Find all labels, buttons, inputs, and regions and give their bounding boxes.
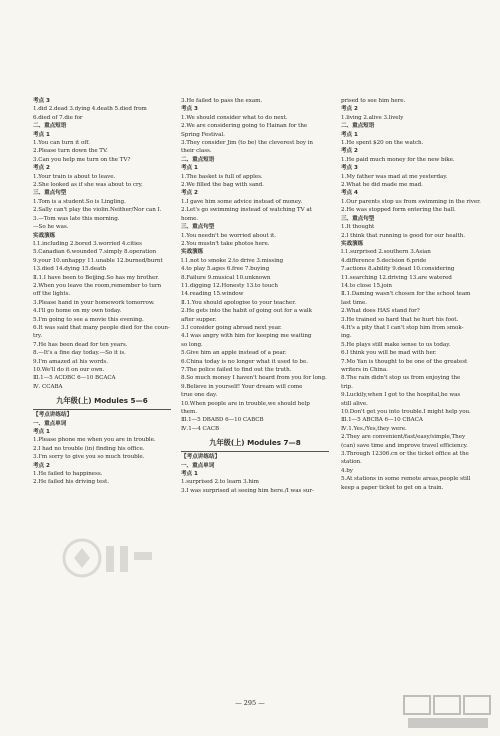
answer-line: Ⅱ.1.You should apologise to your teacher.	[181, 299, 296, 306]
answer-line: 6.China today is no longer what it used to be.	[181, 358, 308, 365]
answer-line: 1.He failed to happiness.	[33, 471, 103, 478]
section-heading: 考点 1	[341, 131, 358, 138]
section-heading: 考点 2	[181, 190, 198, 197]
answer-line: 2.He was stopped form entering the hall.	[341, 207, 456, 214]
answer-line: 6.died of 7.die for	[33, 114, 83, 121]
subsection-bar: 【考点讲练结】	[33, 409, 171, 419]
section-heading: 考点 2	[33, 165, 50, 172]
answer-line: 2.I think that running is good for our health.	[341, 232, 465, 239]
answer-line: 1.We should consider what to do next.	[181, 114, 288, 121]
answer-line: 8.—It's a fine day today.—So it is.	[33, 350, 126, 357]
answer-line: 6.It was said that many people died for the coun-	[33, 324, 170, 331]
answer-line: 2.Please turn down the TV.	[33, 148, 108, 155]
answer-line: 3.Can you help me turn on the TV?	[33, 156, 131, 163]
answer-line: 1.Our parents stop us from swimming in the river.	[341, 198, 481, 205]
answer-line: them.	[181, 409, 197, 416]
answer-line: after supper.	[181, 316, 217, 323]
answer-line: 5.I'm going to see a movie this evening.	[33, 316, 144, 323]
answer-line: 2.What does HAS stand for?	[341, 308, 420, 315]
answer-line: 1.He spent $20 on the watch.	[341, 140, 424, 147]
answer-line: 3.They consider Jim (to be) the cleverest boy in	[181, 140, 313, 147]
answer-line: 1.surprised 2.to learn 3.him	[181, 479, 259, 486]
answer-line: 14.reading 15.window	[181, 291, 244, 298]
answer-line: 3.Through 12306.cn or the ticket office at the	[341, 451, 469, 458]
answer-line: 3.I was surprised at seeing him here./I was sur-	[181, 487, 314, 494]
answer-line: writers in China.	[341, 367, 388, 373]
section-heading: 考点 1	[33, 429, 50, 436]
answer-line: 1.The basket is full of apples.	[181, 173, 263, 180]
column-right	[341, 97, 491, 492]
answer-line: 10.We'll do it on our own.	[33, 367, 105, 373]
answer-line: Spring Festival.	[181, 131, 225, 138]
answer-line: 1.It thought	[341, 224, 375, 231]
answer-line: —So he was.	[33, 224, 69, 231]
answer-line: 10.When people are in trouble,we should help	[181, 400, 310, 407]
answer-line: Ⅱ.1.I have been to Beijing.So has my brother.	[33, 274, 159, 281]
answer-line: 8.So much money I haven't heard from you for long.	[181, 375, 327, 382]
section-heading: 实战演练	[341, 240, 364, 247]
answer-line: 9.Believe in yourself! Your dream will come	[181, 383, 303, 390]
answer-line: 1.Tom is a student.So is Lingling.	[33, 198, 126, 205]
section-heading: 一、重点单词	[33, 420, 67, 427]
answer-line: try.	[33, 333, 42, 340]
section-heading: 三、重点句型	[33, 190, 67, 197]
answer-line: keep a paper ticket to get on a train.	[341, 484, 444, 491]
answer-line: 3.—Tom was late this morning.	[33, 215, 120, 222]
answer-line: 2.They are convenient/fast/easy/simple,They	[341, 434, 466, 441]
module-title: 九年级(上) Modules 5—6	[56, 396, 148, 406]
section-heading: 二、重点短语	[341, 123, 375, 130]
answer-line: 7.The police failed to find out the truth.	[181, 367, 292, 373]
column-left	[33, 97, 171, 487]
answer-line: 3.I'm sorry to give you so much trouble.	[33, 454, 145, 461]
answer-line: 1.I gave him some advice instead of money.	[181, 198, 303, 205]
answer-line: 7.actions 8.ability 9.dead 10.considering	[341, 266, 455, 273]
answer-line: 9.I'm amazed at his words.	[33, 358, 108, 365]
answer-line: 1.My father was mad at me yesterday.	[341, 173, 448, 180]
answer-line: 2.What he did made me mad.	[341, 182, 423, 189]
page-number: — 295 —	[235, 699, 265, 707]
section-heading: 二、重点短语	[33, 123, 67, 130]
answer-line: 5.Canadian 6.wounded 7.simply 8.operation	[33, 249, 157, 256]
module-title: 九年级(上) Modules 7—8	[209, 438, 301, 448]
answer-line: Ⅰ.1.surprised 2.southern 3.Asian	[341, 249, 431, 256]
section-heading: 考点 3	[181, 106, 198, 113]
answer-line: 11.digging 12.Honesty 13.to touch	[181, 282, 278, 289]
answer-line: 2.We are considering going to Hainan for the	[181, 123, 308, 130]
answer-line: prised to see him here.	[341, 98, 406, 104]
answer-line: Ⅳ.1.Yes./Yes,they were.	[341, 425, 407, 432]
answer-line: 11.searching 12.driving 13.are watered	[341, 274, 452, 281]
answer-line: (can) save time and improve travel efficiency.	[341, 442, 468, 449]
answer-line: 1.You can turn it off.	[33, 140, 90, 147]
section-heading: 考点 3	[33, 98, 50, 104]
answer-line: 5.Give him an apple instead of a pear.	[181, 350, 287, 357]
answer-line: 4.I'll go home on my own today.	[33, 308, 122, 315]
answer-line: 1.Please phone me when you are in trouble.	[33, 437, 156, 444]
corner-watermark-logo	[402, 692, 494, 732]
answer-line: 6.I think you will be mad with her.	[341, 350, 437, 357]
answer-line: 1.You needn't be worried about it.	[181, 232, 276, 239]
section-heading: 考点 2	[341, 106, 358, 113]
answer-line: true one day.	[181, 392, 218, 399]
section-heading: 三、重点句型	[341, 215, 375, 222]
answer-line: station.	[341, 459, 362, 466]
answer-line: last time.	[341, 299, 367, 306]
section-heading: 考点 1	[181, 471, 198, 478]
answer-line: off the lights.	[33, 291, 71, 298]
answer-line: 2.He failed his driving test.	[33, 479, 109, 486]
answer-line: 2.Let's go swimming instead of watching TV at	[181, 207, 312, 214]
answer-line: 2.You mustn't take photos here.	[181, 240, 270, 247]
answer-line: 8.Failure 9.musical 10.unknown	[181, 274, 271, 281]
section-heading: 考点 2	[33, 462, 50, 469]
section-heading: 考点 3	[341, 165, 358, 172]
answer-line: 7.Mo Yan is thought to be one of the greatest	[341, 358, 468, 365]
answer-line: 1.did 2.dead 3.dying 4.death 5.died from	[33, 106, 147, 113]
answer-line: Ⅳ.1—4 CACB	[181, 425, 220, 432]
answer-line: 10.Don't get you into trouble.I might help you.	[341, 409, 471, 416]
answer-line: 5.At stations in some remote areas,people still	[341, 476, 471, 483]
answer-line: 1.He paid much money for the new bike.	[341, 156, 455, 163]
answer-line: 13.died 14.dying 15.death	[33, 266, 107, 273]
answer-line: 3.He trained so hard that he hurt his foot.	[341, 316, 459, 323]
answer-line: so long.	[181, 341, 203, 348]
answer-line: their class.	[181, 148, 212, 155]
section-heading: 三、重点句型	[181, 224, 215, 231]
answer-line: 2.He gets into the habit of going out for a walk	[181, 308, 312, 315]
section-heading: 二、重点短语	[181, 156, 215, 163]
answer-line: trip.	[341, 383, 353, 390]
answer-line: 4.It's a pity that I can't stop him from smok-	[341, 324, 464, 331]
section-heading: 实战演练	[181, 249, 204, 256]
answer-line: 2.When you leave the room,remember to turn	[33, 282, 162, 289]
section-heading: 一、重点单词	[181, 462, 215, 469]
answer-line: 14.to close 15.join	[341, 282, 392, 289]
answer-line: Ⅲ.1—5 ABCBA 6—10 CBACA	[341, 417, 423, 424]
answer-line: 8.The rain didn't stop us from enjoying the	[341, 375, 461, 382]
answer-line: 2.I had no trouble (in) finding his office.	[33, 445, 145, 452]
answer-line: 9.Luckily,when I got to the hospital,he was	[341, 392, 461, 399]
answer-line: Ⅰ.1.not to smoke 2.to drive 3.missing	[181, 257, 284, 264]
subsection-bar: 【考点讲练结】	[181, 451, 329, 461]
section-heading: 考点 1	[181, 165, 198, 172]
answer-line: Ⅱ.1.Daming wasn't chosen for the school team	[341, 291, 471, 298]
answer-line: 3.I consider going abroad next year.	[181, 324, 282, 331]
answer-line: Ⅲ.1—5 ACDBC 6—10 BCACA	[33, 375, 116, 382]
answer-line: 3.Please hand in your homework tomorrow.	[33, 299, 155, 306]
answer-line: home.	[181, 215, 199, 222]
answer-line: 1.living 2.alive 3.lively	[341, 114, 404, 121]
answer-line: 5.He plays still make sense to us today.	[341, 341, 451, 348]
watermark-logo	[60, 528, 160, 588]
section-heading: 考点 2	[341, 148, 358, 155]
answer-line: 1.Your train is about to leave.	[33, 173, 116, 180]
answer-line: Ⅰ.1.including 2.bored 3.worried 4.cities	[33, 240, 142, 247]
section-heading: 考点 1	[33, 131, 50, 138]
answer-line: 2.Sally can't play the violin.Neither/Nor can I.	[33, 207, 162, 214]
answer-line: 7.He has been dead for ten years.	[33, 341, 128, 348]
answer-line: 9.your 10.unhappy 11.unable 12.burned/burnt	[33, 257, 163, 264]
section-heading: 实战演练	[33, 232, 56, 239]
section-heading: 考点 4	[341, 190, 358, 197]
answer-line: 4.I was angry with him for keeping me waiting	[181, 333, 312, 340]
answer-line: 2.We filled the bag with sand.	[181, 182, 264, 189]
answer-line: 2.She looked as if she was about to cry.	[33, 182, 143, 189]
answer-line: 3.He failed to pass the exam.	[181, 98, 263, 104]
answer-line: 4.to play 5.ages 6.free 7.buying	[181, 266, 270, 273]
answer-line: still alive.	[341, 400, 368, 407]
answer-line: Ⅲ.1—5 DBABD 6—10 CABCB	[181, 417, 264, 424]
answer-line: 4.difference 5.decision 6.pride	[341, 257, 427, 264]
answer-line: 4.by	[341, 467, 353, 474]
column-middle	[181, 97, 329, 495]
answer-line: ing.	[341, 333, 352, 340]
answer-line: Ⅳ. CCABA	[33, 383, 63, 390]
